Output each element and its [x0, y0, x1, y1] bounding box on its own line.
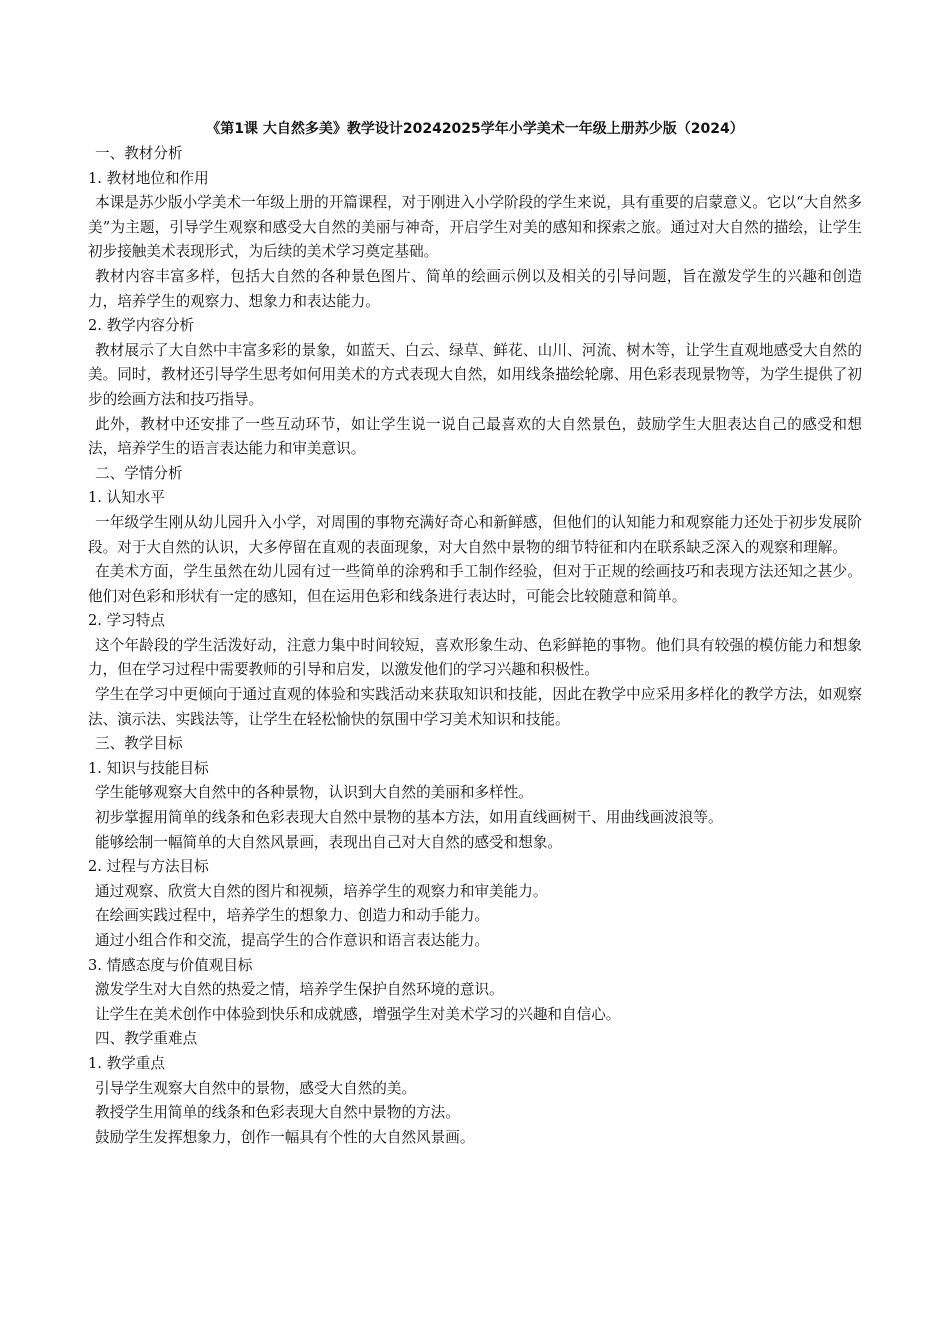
subsection-heading: 3. 情感态度与价值观目标	[88, 956, 253, 974]
subsection-heading: 2. 学习特点	[88, 612, 165, 630]
section-heading: 一、教材分析	[95, 145, 183, 162]
subsection-heading: 2. 教学内容分析	[88, 317, 195, 335]
section-heading: 四、教学重难点	[95, 1030, 198, 1048]
paragraph: 一年级学生刚从幼儿园升入小学，对周围的事物充满好奇心和新鲜感，但他们的认知能力和观察能力还处于初步发展阶段。对于大自然的认识，大多停留在直观的表面现象，对大自然中景物的细节特征和内在联系缺乏深入的观察和理解。	[88, 513, 862, 556]
paragraph: 本课是苏少版小学美术一年级上册的开篇课程，对于刚进入小学阶段的学生来说，具有重要的启蒙意义。它以“大自然多美”为主题，引导学生观察和感受大自然的美丽与神奇，开启学生对美的感知和探索之旅。通过对大自然的描绘，让学生初步接触美术表现形式，为后续的美术学习奠定基础。	[88, 194, 862, 261]
paragraph: 此外，教材中还安排了一些互动环节，如让学生说一说自己最喜欢的大自然景色，鼓励学生大胆表达自己的感受和想法，培养学生的语言表达能力和审美意识。	[88, 415, 862, 458]
list-item: 学生能够观察大自然中的各种景物，认识到大自然的美丽和多样性。	[95, 784, 533, 802]
list-item: 通过观察、欣赏大自然的图片和视频，培养学生的观察力和审美能力。	[95, 882, 548, 900]
document-title: 《第1课 大自然多美》教学设计20242025学年小学美术一年级上册苏少版（2024）	[206, 121, 744, 137]
paragraph: 这个年龄段的学生活泼好动，注意力集中时间较短，喜欢形象生动、色彩鲜艳的事物。他们具有较强的模仿能力和想象力，但在学习过程中需要教师的引导和启发，以激发他们的学习兴趣和积极性。	[88, 636, 862, 679]
list-item: 引导学生观察大自然中的景物，感受大自然的美。	[95, 1079, 417, 1097]
section-heading: 三、教学目标	[95, 735, 183, 753]
list-item: 能够绘制一幅简单的大自然风景画，表现出自己对大自然的感受和想象。	[95, 833, 563, 851]
list-item: 让学生在美术创作中体验到快乐和成就感，增强学生对美术学习的兴趣和自信心。	[95, 1005, 621, 1023]
paragraph: 教材内容丰富多样，包括大自然的各种景色图片、简单的绘画示例以及相关的引导问题，旨在激发学生的兴趣和创造力，培养学生的观察力、想象力和表达能力。	[88, 267, 862, 310]
list-item: 鼓励学生发挥想象力，创作一幅具有个性的大自然风景画。	[95, 1128, 475, 1146]
list-item: 通过小组合作和交流，提高学生的合作意识和语言表达能力。	[95, 932, 490, 949]
paragraph: 教材展示了大自然中丰富多彩的景象，如蓝天、白云、绿草、鲜花、山川、河流、树木等，让学生直观地感受大自然的美。同时，教材还引导学生思考如何用美术的方式表现大自然，如用线条描绘轮廓、用色彩表现景物等，为学生提供了初步的绘画方法和技巧指导。	[88, 341, 862, 408]
subsection-heading: 1. 教材地位和作用	[88, 169, 209, 187]
list-item: 在绘画实践过程中，培养学生的想象力、创造力和动手能力。	[95, 907, 490, 925]
paragraph: 学生在学习中更倾向于通过直观的体验和实践活动来获取知识和技能，因此在教学中应采用多样化的教学方法，如观察法、演示法、实践法等，让学生在轻松愉快的氛围中学习美术知识和技能。	[88, 686, 862, 728]
section-heading: 二、学情分析	[95, 464, 183, 482]
document-body	[88, 142, 862, 1150]
list-item: 激发学生对大自然的热爱之情，培养学生保护自然环境的意识。	[95, 981, 504, 999]
subsection-heading: 2. 过程与方法目标	[88, 858, 209, 876]
subsection-heading: 1. 认知水平	[88, 489, 165, 507]
paragraph: 在美术方面，学生虽然在幼儿园有过一些简单的涂鸦和手工制作经验，但对于正规的绘画技巧和表现方法还知之甚少。他们对色彩和形状有一定的感知，但在运用色彩和线条进行表达时，可能会比较随意和简单。	[88, 563, 862, 605]
subsection-heading: 1. 知识与技能目标	[88, 759, 209, 777]
list-item: 初步掌握用简单的线条和色彩表现大自然中景物的基本方法，如用直线画树干、用曲线画波浪等。	[95, 809, 723, 827]
subsection-heading: 1. 教学重点	[88, 1054, 165, 1072]
list-item: 教授学生用简单的线条和色彩表现大自然中景物的方法。	[95, 1104, 460, 1122]
